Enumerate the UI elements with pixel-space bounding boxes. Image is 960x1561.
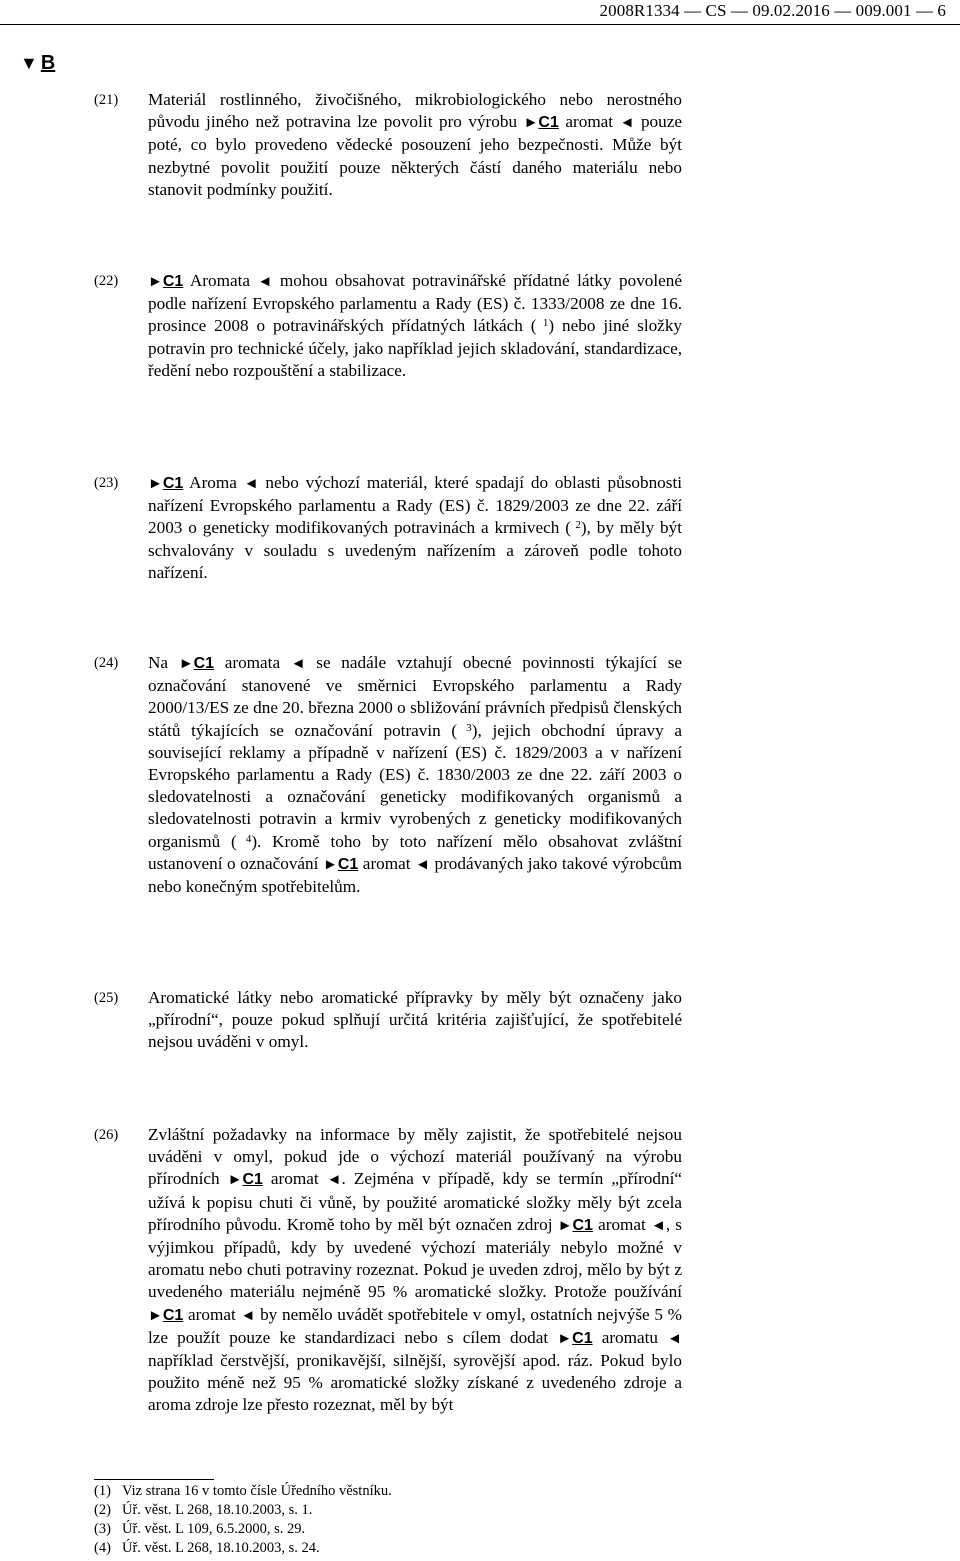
recital — [94, 652, 682, 898]
text-segment: . Zejména v případě, kdy se termín „přírodní“ užívá k popisu chuti či vůně, by použité aromatické složky měly být zcela přírodního původu. Kromě toho by měl být označen zdroj — [148, 1169, 682, 1234]
corrigendum-label: C1 — [572, 1216, 593, 1234]
text-segment: by nemělo uvádět spotřebitele v omyl, ostatních nejvýše 5 % lze použít pouze ke standardizaci nebo s cílem dodat — [148, 1304, 682, 1347]
text-segment: mohou obsahovat potravinářské přídatné látky povolené podle nařízení Evropského parlamentu a Rady (ES) č. 1333/2008 ze dne 16. prosince 2008 o potravinářských přídatných látkách ( — [148, 271, 683, 336]
footnote — [94, 1520, 694, 1539]
text-segment: prodávaných jako takové výrobcům nebo konečným spotřebitelům. — [148, 853, 682, 897]
text-segment: Na — [148, 653, 179, 672]
footnote-mark: (1) — [94, 1483, 111, 1499]
recital — [94, 1124, 682, 1417]
corrigendum-label: C1 — [538, 114, 559, 132]
text-segment: , s výjimkou případů, kdy by uvedené výchozí materiály nebylo možné v aromatu nebo chuti potraviny rozeznat. Pokud je uveden zdroj, mělo by být z uvedeného materiálu nejméně 95 % aromatické složky. Protože používání — [148, 1214, 682, 1302]
recital — [94, 987, 682, 1054]
corrigendum-word: Aroma — [183, 473, 244, 492]
corrigendum-label: C1 — [193, 655, 215, 672]
amendment-label: B — [40, 52, 56, 74]
triangle-right-icon: ► — [557, 1330, 573, 1347]
amendment-marker — [20, 52, 55, 75]
footnote-ref: 3 — [457, 721, 472, 734]
triangle-left-icon: ◄ — [667, 1330, 682, 1347]
recital-text — [148, 472, 682, 584]
text-segment: se nadále vztahují obecné povinnosti týkající se označování stanovené ve směrnici Evropského parlamentu a Rady 2000/13/ES ze dne 20. března 2000 o sbližování právních předpisů členských států týkajících se označování potravin ( — [148, 653, 683, 740]
triangle-right-icon: ► — [322, 856, 338, 873]
corrigendum-insert — [179, 653, 306, 672]
footnote-mark: (3) — [94, 1521, 111, 1537]
triangle-right-icon: ► — [148, 1307, 163, 1324]
corrigendum-label: C1 — [162, 1306, 184, 1324]
corrigendum-insert — [148, 473, 259, 492]
triangle-right-icon: ► — [148, 274, 163, 290]
corrigendum-word: aromat — [358, 853, 416, 873]
corrigendum-insert — [557, 1328, 682, 1347]
triangle-left-icon: ◄ — [240, 1307, 256, 1324]
footnote-mark: (4) — [94, 1540, 111, 1556]
corrigendum-word: aromat — [183, 1304, 241, 1324]
footnote-mark: (2) — [94, 1502, 111, 1518]
text-segment: například čerstvější, pronikavější, silnější, syrovější apod. ráz. Pokud bylo použito méně než 95 % aromatické složky získané z uvedeného zdroje a aroma zdroje lze přesto rozeznat, měl by být — [148, 1351, 682, 1415]
recital-text — [148, 270, 682, 382]
footnote — [94, 1501, 694, 1520]
corrigendum-word: aromatu — [592, 1327, 668, 1347]
triangle-right-icon: ► — [227, 1172, 243, 1189]
corrigendum-label: C1 — [337, 855, 359, 873]
text-segment: Materiál rostlinného, živočišného, mikrobiologického nebo nerostného původu jiného než potravina lze povolit pro výrobu — [148, 90, 682, 132]
triangle-left-icon: ◄ — [415, 856, 430, 873]
corrigendum-insert — [148, 271, 272, 290]
corrigendum-word: aromat — [558, 112, 620, 132]
triangle-down-icon: ▼ — [20, 53, 38, 73]
corrigendum-label: C1 — [242, 1171, 263, 1189]
corrigendum-insert — [558, 1215, 666, 1234]
corrigendum-word: aromat — [592, 1214, 651, 1234]
triangle-left-icon: ◄ — [650, 1217, 666, 1234]
footnote-ref: 1 — [536, 317, 549, 330]
triangle-left-icon: ◄ — [326, 1172, 342, 1189]
corrigendum-word: Aromata — [183, 271, 258, 290]
recital-number: (24) — [94, 655, 119, 671]
recital-number: (22) — [94, 273, 119, 289]
footnote-text: Úř. věst. L 268, 18.10.2003, s. 1. — [122, 1502, 313, 1518]
footnote-ref: 2 — [570, 519, 581, 532]
header-divider — [0, 24, 960, 25]
corrigendum-word: aromata — [214, 653, 291, 672]
text-segment: ) nebo jiné složky potravin pro technické účely, jako například jejich skladování, standardizace, ředění nebo rozpouštění a stabilizace. — [148, 316, 683, 380]
footnote-ref: 4 — [236, 832, 252, 845]
text-segment: nebo výchozí materiál, které spadají do oblasti působnosti nařízení Evropského parlamentu a Rady (ES) č. 1829/2003 ze dne 22. září 2003 o geneticky modifikovaných potravinách a krmivech ( — [148, 473, 683, 538]
recital-text — [148, 987, 682, 1054]
footnote-text: Úř. věst. L 268, 18.10.2003, s. 24. — [122, 1540, 320, 1556]
corrigendum-insert — [323, 854, 430, 873]
text-segment: ), jejich obchodní úpravy a související reklamy a případně v nařízení (ES) č. 1829/2003 a v nařízení Evropského parlamentu a Rady (ES) č. 1830/2003 ze dne 22. září 2003 o sledovatelnosti a označování geneticky modifikovaných organismů a sledovatelnosti potravin a krmiv vyrobených z geneticky modifikovaných organismů ( — [148, 720, 682, 851]
footnote-text: Úř. věst. L 109, 6.5.2000, s. 29. — [122, 1521, 306, 1537]
recital-number: (23) — [94, 475, 119, 491]
corrigendum-word: aromat — [262, 1169, 327, 1189]
corrigendum-label: C1 — [572, 1329, 593, 1347]
triangle-right-icon: ► — [178, 656, 194, 672]
triangle-left-icon: ◄ — [243, 476, 259, 492]
footnotes — [94, 1482, 694, 1558]
triangle-left-icon: ◄ — [257, 274, 273, 290]
recital-text — [148, 652, 682, 898]
triangle-left-icon: ◄ — [619, 115, 635, 132]
corrigendum-insert — [148, 1305, 255, 1324]
recital-number: (26) — [94, 1127, 119, 1143]
corrigendum-insert — [228, 1169, 342, 1188]
recital — [94, 89, 682, 201]
corrigendum-label: C1 — [162, 475, 184, 492]
footnote-divider — [94, 1479, 214, 1480]
text-segment: Aromatické látky nebo aromatické přípravky by měly být označeny jako „přírodní“, pouze pokud splňují určitá kritéria zajišťující, že spotřebitelé nejsou uváděni v omyl. — [148, 988, 682, 1052]
recital-number: (21) — [94, 92, 119, 108]
recital — [94, 270, 682, 382]
text-segment: ), by měly být schvalovány v souladu s uvedeným nařízením a zároveň podle tohoto nařízení. — [148, 518, 683, 582]
footnote — [94, 1539, 694, 1558]
document-reference: 2008R1334 — CS — 09.02.2016 — 009.001 — 6 — [599, 1, 946, 20]
recital-text — [148, 1124, 682, 1417]
recital-number: (25) — [94, 990, 119, 1006]
page-header — [0, 0, 960, 24]
triangle-left-icon: ◄ — [290, 656, 306, 672]
footnote-text: Viz strana 16 v tomto čísle Úředního věstníku. — [122, 1483, 392, 1499]
recital-text — [148, 89, 682, 201]
text-segment: pouze poté, co bylo provedeno vědecké posouzení jeho bezpečnosti. Může být nezbytné povolit použití pouze některých částí daného materiálu nebo stanovit podmínky použití. — [148, 112, 682, 199]
text-segment: Zvláštní požadavky na informace by měly zajistit, že spotřebitelé nejsou uváděni v omyl, pokud jde o výchozí materiál používaný na výrobu přírodních — [148, 1125, 682, 1189]
footnote — [94, 1482, 694, 1501]
text-segment: ). Kromě toho by toto nařízení mělo obsahovat zvláštní ustanovení o označování — [148, 831, 682, 873]
corrigendum-insert — [524, 112, 635, 131]
triangle-right-icon: ► — [148, 476, 163, 492]
triangle-right-icon: ► — [523, 115, 539, 132]
corrigendum-label: C1 — [162, 273, 184, 290]
triangle-right-icon: ► — [557, 1217, 573, 1234]
recital — [94, 472, 682, 584]
